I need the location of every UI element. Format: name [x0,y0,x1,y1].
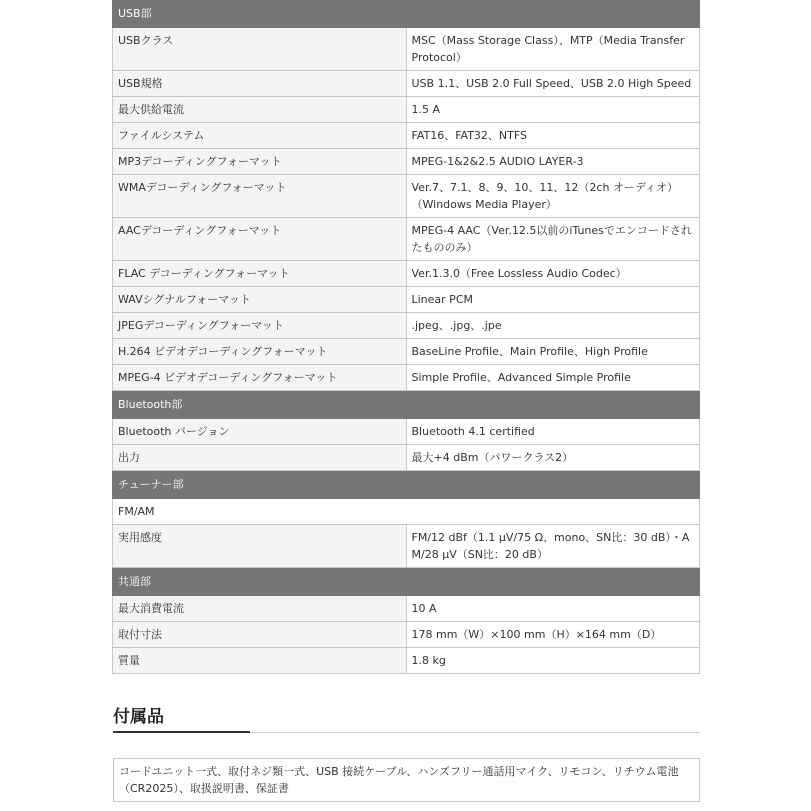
spec-row [113,419,700,445]
spec-value: .jpeg、.jpg、.jpe [406,313,700,339]
spec-value: FM/12 dBf（1.1 μV/75 Ω、mono、SN比：30 dB）・AM/28 μV（SN比：20 dB） [406,525,700,568]
spec-row [113,261,700,287]
spec-row [113,123,700,149]
spec-row [113,71,700,97]
spec-label: MP3デコーディングフォーマット [113,149,407,175]
section-header-usb [113,0,700,28]
spec-value: Ver.7、7.1、8、9、10、11、12（2ch オーディオ）（Windows Media Player） [406,175,700,218]
spec-value: 1.5 A [406,97,700,123]
section-header-tuner [113,471,700,499]
spec-value: MSC（Mass Storage Class）、MTP（Media Transfer Protocol） [406,28,700,71]
spec-label: MPEG-4 ビデオデコーディングフォーマット [113,365,407,391]
spec-label: AACデコーディングフォーマット [113,218,407,261]
spec-value: BaseLine Profile、Main Profile、High Profile [406,339,700,365]
spec-value: 178 mm（W）×100 mm（H）×164 mm（D） [406,622,700,648]
spec-row [113,313,700,339]
spec-row [113,648,700,674]
section-title: Bluetooth部 [113,391,700,419]
spec-table [112,0,700,674]
accessories-heading-area [113,704,700,733]
spec-value: 10 A [406,596,700,622]
spec-row [113,596,700,622]
spec-row [113,339,700,365]
accessories-heading: 付属品 [113,704,250,733]
spec-row-full [113,499,700,525]
spec-label: 質量 [113,648,407,674]
section-title: 共通部 [113,568,700,596]
spec-row [113,287,700,313]
spec-row [113,622,700,648]
section-title: USB部 [113,0,700,28]
spec-row [113,365,700,391]
accessories-box: コードユニット一式、取付ネジ類一式、USB 接続ケーブル、ハンズフリー通話用マイク、リモコン、リチウム電池（CR2025）、取扱説明書、保証書 [113,758,700,802]
section-title: チューナー部 [113,471,700,499]
spec-value: FAT16、FAT32、NTFS [406,123,700,149]
spec-label: H.264 ビデオデコーディングフォーマット [113,339,407,365]
spec-value: USB 1.1、USB 2.0 Full Speed、USB 2.0 High Speed [406,71,700,97]
spec-row [113,525,700,568]
spec-label: Bluetooth バージョン [113,419,407,445]
spec-label: 最大消費電流 [113,596,407,622]
spec-value: 最大+4 dBm（パワークラス2） [406,445,700,471]
spec-value: Linear PCM [406,287,700,313]
spec-row [113,28,700,71]
spec-value: Simple Profile、Advanced Simple Profile [406,365,700,391]
spec-row [113,149,700,175]
spec-label: 最大供給電流 [113,97,407,123]
spec-label: 実用感度 [113,525,407,568]
spec-label: 取付寸法 [113,622,407,648]
spec-label: ファイルシステム [113,123,407,149]
spec-value: Bluetooth 4.1 certified [406,419,700,445]
spec-value: MPEG-4 AAC（Ver.12.5以前のiTunesでエンコードされたもののみ） [406,218,700,261]
spec-label: WMAデコーディングフォーマット [113,175,407,218]
spec-value: 1.8 kg [406,648,700,674]
spec-full-value: FM/AM [113,499,700,525]
spec-label: JPEGデコーディングフォーマット [113,313,407,339]
spec-label: FLAC デコーディングフォーマット [113,261,407,287]
spec-label: 出力 [113,445,407,471]
spec-label: USBクラス [113,28,407,71]
spec-label: WAVシグナルフォーマット [113,287,407,313]
spec-row [113,445,700,471]
spec-row [113,175,700,218]
spec-row [113,218,700,261]
section-header-common [113,568,700,596]
spec-row [113,97,700,123]
section-header-bluetooth [113,391,700,419]
spec-label: USB規格 [113,71,407,97]
spec-value: MPEG-1&2&2.5 AUDIO LAYER-3 [406,149,700,175]
spec-value: Ver.1.3.0（Free Lossless Audio Codec） [406,261,700,287]
